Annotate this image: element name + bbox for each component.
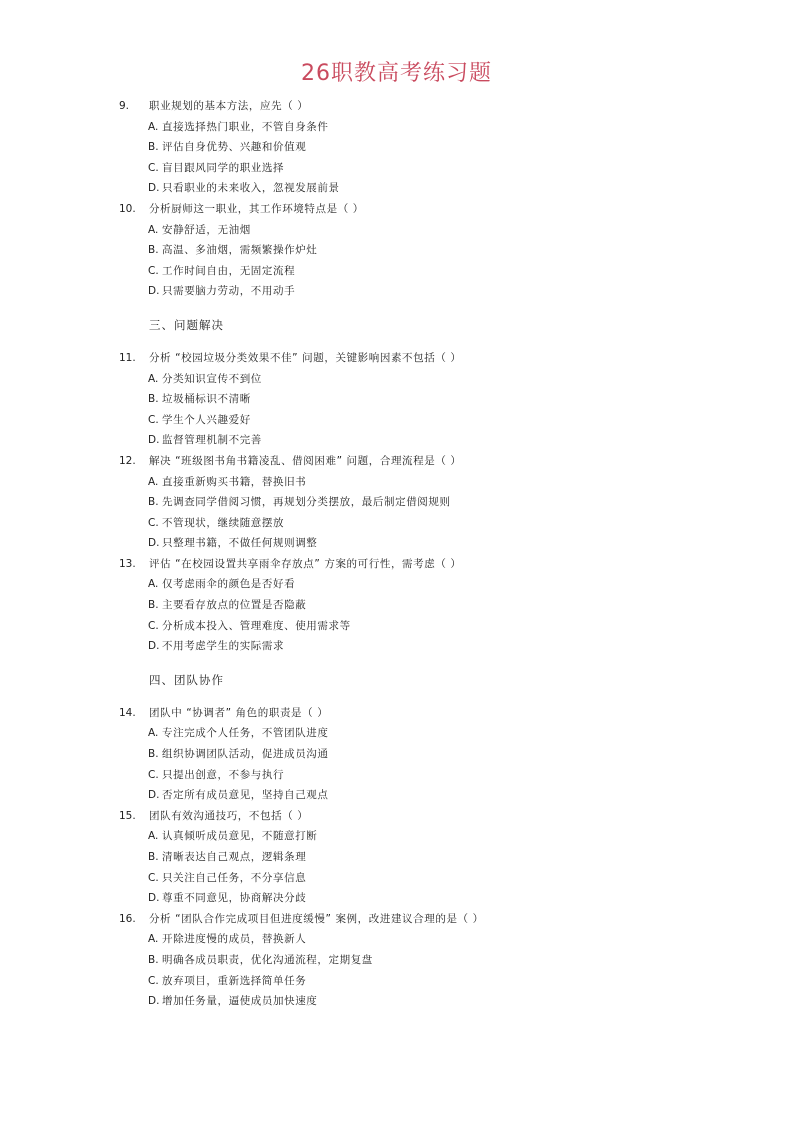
question-stem xyxy=(0,451,793,472)
option-letter: D. xyxy=(148,285,160,298)
question-item xyxy=(0,348,793,451)
option-letter: B. xyxy=(148,953,159,966)
section-heading-text: 三、问题解决 xyxy=(149,317,224,332)
option-letter: A. xyxy=(148,223,159,236)
question-text: 解决 “班级图书角书籍凌乱、借阅困难” 问题，合理流程是（ ） xyxy=(149,454,462,467)
option-text: 先调查同学借阅习惯，再规划分类摆放，最后制定借阅规则 xyxy=(162,496,451,509)
option-text: 主要看存放点的位置是否隐蔽 xyxy=(162,599,307,612)
option-text: 直接重新购买书籍，替换旧书 xyxy=(162,475,307,488)
question-item xyxy=(0,703,793,806)
answer-option xyxy=(0,492,793,513)
option-letter: A. xyxy=(148,372,159,385)
section-heading xyxy=(0,309,793,342)
option-text: 分析成本投入、管理难度、使用需求等 xyxy=(162,619,351,632)
answer-option xyxy=(0,158,793,179)
question-item xyxy=(0,909,793,1012)
option-text: 不管现状，继续随意摆放 xyxy=(162,516,285,529)
answer-option xyxy=(0,636,793,657)
answer-option xyxy=(0,868,793,889)
answer-option xyxy=(0,513,793,534)
question-item xyxy=(0,96,793,199)
option-text: 安静舒适，无油烟 xyxy=(162,223,251,236)
option-text: 开除进度慢的成员，替换新人 xyxy=(162,933,307,946)
option-text: 明确各成员职责，优化沟通流程，定期复盘 xyxy=(162,953,373,966)
question-item xyxy=(0,199,793,302)
answer-option xyxy=(0,472,793,493)
question-number: 14. xyxy=(119,706,136,719)
option-letter: C. xyxy=(148,871,159,884)
answer-option xyxy=(0,785,793,806)
option-text: 直接选择热门职业，不管自身条件 xyxy=(162,120,329,133)
option-text: 评估自身优势、兴趣和价值观 xyxy=(162,141,307,154)
option-text: 工作时间自由，无固定流程 xyxy=(162,264,296,277)
question-number: 16. xyxy=(119,912,136,925)
answer-option xyxy=(0,137,793,158)
question-stem xyxy=(0,348,793,369)
answer-option xyxy=(0,950,793,971)
question-number: 9. xyxy=(119,100,130,112)
option-letter: A. xyxy=(148,578,159,591)
answer-option xyxy=(0,369,793,390)
answer-option xyxy=(0,117,793,138)
answer-option xyxy=(0,971,793,992)
option-text: 增加任务量，逼使成员加快速度 xyxy=(162,995,318,1008)
option-text: 学生个人兴趣爱好 xyxy=(162,413,251,426)
option-text: 认真倾听成员意见，不随意打断 xyxy=(162,830,318,843)
option-letter: B. xyxy=(148,599,159,612)
option-letter: B. xyxy=(148,851,159,863)
option-letter: A. xyxy=(148,933,159,946)
option-letter: C. xyxy=(148,516,159,529)
option-letter: C. xyxy=(148,161,159,174)
answer-option xyxy=(0,240,793,261)
option-letter: C. xyxy=(148,768,159,781)
option-letter: C. xyxy=(148,619,159,632)
option-letter: B. xyxy=(148,141,159,154)
option-letter: A. xyxy=(148,120,159,133)
option-letter: D. xyxy=(148,995,160,1008)
option-text: 高温、多油烟，需频繁操作炉灶 xyxy=(162,244,318,257)
option-letter: D. xyxy=(148,537,160,550)
option-letter: B. xyxy=(148,244,159,257)
option-text: 盲目跟风同学的职业选择 xyxy=(162,161,285,174)
question-stem xyxy=(0,96,793,117)
question-text: 分析 “校园垃圾分类效果不佳” 问题，关键影响因素不包括（ ） xyxy=(149,351,462,364)
section-heading xyxy=(0,664,793,697)
option-letter: C. xyxy=(148,264,159,277)
question-text: 评估 “在校园设置共享雨伞存放点” 方案的可行性，需考虑（ ） xyxy=(149,557,462,570)
option-letter: D. xyxy=(148,434,160,447)
answer-option xyxy=(0,430,793,451)
option-text: 只关注自己任务，不分享信息 xyxy=(162,871,307,884)
answer-option xyxy=(0,178,793,199)
answer-option xyxy=(0,765,793,786)
option-text: 组织协调团队活动，促进成员沟通 xyxy=(162,748,329,761)
question-item xyxy=(0,554,793,657)
question-item xyxy=(0,806,793,909)
question-number: 15. xyxy=(119,809,136,822)
option-letter: A. xyxy=(148,830,159,843)
question-stem xyxy=(0,909,793,930)
answer-option xyxy=(0,826,793,847)
answer-option xyxy=(0,261,793,282)
option-letter: C. xyxy=(148,413,159,426)
question-stem xyxy=(0,703,793,724)
question-text: 职业规划的基本方法，应先（ ） xyxy=(149,100,309,112)
option-text: 监督管理机制不完善 xyxy=(162,434,262,447)
answer-option xyxy=(0,723,793,744)
option-letter: C. xyxy=(148,974,159,987)
option-letter: B. xyxy=(148,748,159,761)
answer-option xyxy=(0,220,793,241)
option-text: 放弃项目，重新选择简单任务 xyxy=(162,974,307,987)
option-letter: B. xyxy=(148,496,159,509)
option-letter: D. xyxy=(148,892,160,905)
option-letter: D. xyxy=(148,182,160,195)
answer-option xyxy=(0,744,793,765)
option-letter: A. xyxy=(148,727,159,740)
question-text: 分析 “团队合作完成项目但进度缓慢” 案例，改进建议合理的是（ ） xyxy=(149,912,484,925)
option-text: 只提出创意，不参与执行 xyxy=(162,768,285,781)
answer-option xyxy=(0,991,793,1012)
option-text: 仅考虑雨伞的颜色是否好看 xyxy=(162,578,296,591)
option-text: 不用考虑学生的实际需求 xyxy=(162,640,285,653)
option-text: 只整理书籍，不做任何规则调整 xyxy=(162,537,318,550)
option-text: 否定所有成员意见，坚持自己观点 xyxy=(162,789,329,802)
option-text: 只看职业的未来收入，忽视发展前景 xyxy=(162,182,340,195)
option-letter: A. xyxy=(148,475,159,488)
option-text: 只需要脑力劳动，不用动手 xyxy=(162,285,296,298)
option-text: 垃圾桶标识不清晰 xyxy=(162,393,251,406)
option-text: 尊重不同意见，协商解决分歧 xyxy=(162,892,307,905)
page-title: 26职教高考练习题 xyxy=(301,61,492,86)
answer-option xyxy=(0,616,793,637)
option-text: 清晰表达自己观点，逻辑条理 xyxy=(162,851,307,863)
question-stem xyxy=(0,554,793,575)
answer-option xyxy=(0,574,793,595)
answer-option xyxy=(0,533,793,554)
question-number: 12. xyxy=(119,454,136,467)
option-text: 分类知识宣传不到位 xyxy=(162,372,262,385)
question-text: 团队有效沟通技巧，不包括（ ） xyxy=(149,809,309,822)
option-letter: D. xyxy=(148,789,160,802)
answer-option xyxy=(0,595,793,616)
question-item xyxy=(0,451,793,554)
answer-option xyxy=(0,410,793,431)
question-list xyxy=(0,96,793,1012)
question-number: 10. xyxy=(119,202,136,215)
question-text: 分析厨师这一职业，其工作环境特点是（ ） xyxy=(149,202,364,215)
question-text: 团队中 “协调者” 角色的职责是（ ） xyxy=(149,706,329,719)
answer-option xyxy=(0,389,793,410)
answer-option xyxy=(0,929,793,950)
option-letter: B. xyxy=(148,393,159,406)
answer-option xyxy=(0,888,793,909)
question-stem xyxy=(0,806,793,827)
option-text: 专注完成个人任务，不管团队进度 xyxy=(162,727,329,740)
answer-option xyxy=(0,281,793,302)
question-number: 13. xyxy=(119,557,136,570)
question-number: 11. xyxy=(119,351,136,364)
question-stem xyxy=(0,199,793,220)
answer-option xyxy=(0,847,793,868)
section-heading-text: 四、团队协作 xyxy=(149,672,224,687)
option-letter: D. xyxy=(148,640,160,653)
